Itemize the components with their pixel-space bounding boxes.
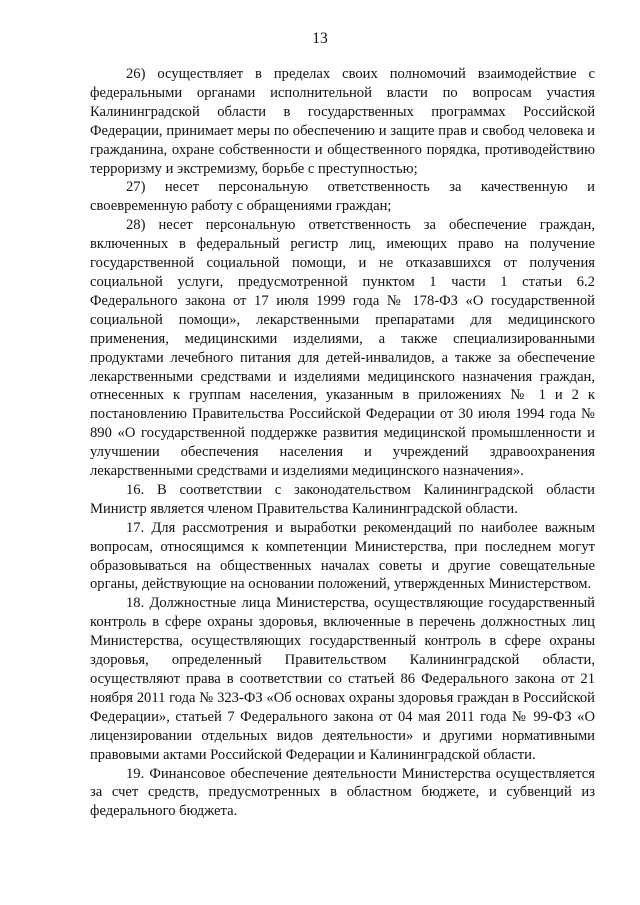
paragraph-section-18: 18. Должностные лица Министерства, осуществляющие государственный контроль в сфере охраны здоровья, включенные в перечень должностных лиц Министерства, осуществляющих государственный контроль в сфере охраны здоровья, определенный Правительством Калининградской области, осуществляют права в соответствии со статьей 86 Федерального закона от 21 ноября 2011 года № 323-ФЗ «Об основах охраны здоровья граждан в Российской Федерации», статьей 7 Федерального закона от 04 мая 2011 года № 99-ФЗ «О лицензировании отдельных видов деятельности» и другими нормативными правовыми актами Российской Федерации и Калининградской области. [90, 595, 595, 763]
page-number: 13 [312, 30, 328, 47]
paragraph-section-17: 17. Для рассмотрения и выработки рекомендаций по наиболее важным вопросам, относящимся к компетенции Министерства, при последнем могут образовываться на общественных началах советы и другие совещательные органы, действующие на основании положений, утвержденных Министерством. [90, 519, 595, 593]
paragraph-item-28: 28) несет персональную ответственность за обеспечение граждан, включенных в федеральный регистр лиц, имеющих право на получение государственной социальной помощи, и не отказавшихся от получения социальной услуги, предусмотренной пунктом 1 части 1 статьи 6.2 Федерального закона от 17 июля 1999 года № 178-ФЗ «О государственной социальной помощи», лекарственными препаратами для медицинского применения, медицинскими изделиями, а также специализированными продуктами лечебного питания для детей-инвалидов, а также за обеспечение лекарственными средствами и изделиями медицинского назначения граждан, отнесенных к группам населения, указанным в приложениях № 1 и 2 к постановлению Правительства Российской Федерации от 30 июля 1994 года № 890 «О государственной поддержке развития медицинской промышленности и улучшении обеспечения населения и учреждений здравоохранения лекарственными средствами и изделиями медицинского назначения». [90, 217, 595, 480]
paragraph-section-19: 19. Финансовое обеспечение деятельности Министерства осуществляется за счет средств, предусмотренных в областном бюджете, и субвенций из федерального бюджета. [90, 765, 595, 820]
paragraph-item-27: 27) несет персональную ответственность за качественную и своевременную работу с обращениями граждан; [90, 179, 595, 215]
paragraph-item-26: 26) осуществляет в пределах своих полномочий взаимодействие с федеральными органами исполнительной власти по вопросам участия Калининградской области в государственных программах Российской Федерации, принимает меры по обеспечению и защите прав и свобод человека и гражданина, охране собственности и общественного порядка, противодействию терроризму и экстремизму, борьбе с преступностью; [90, 66, 595, 177]
document-body [90, 65, 595, 821]
paragraph-section-16: 16. В соответствии с законодательством Калининградской области Министр является членом Правительства Калининградской области. [90, 481, 595, 517]
